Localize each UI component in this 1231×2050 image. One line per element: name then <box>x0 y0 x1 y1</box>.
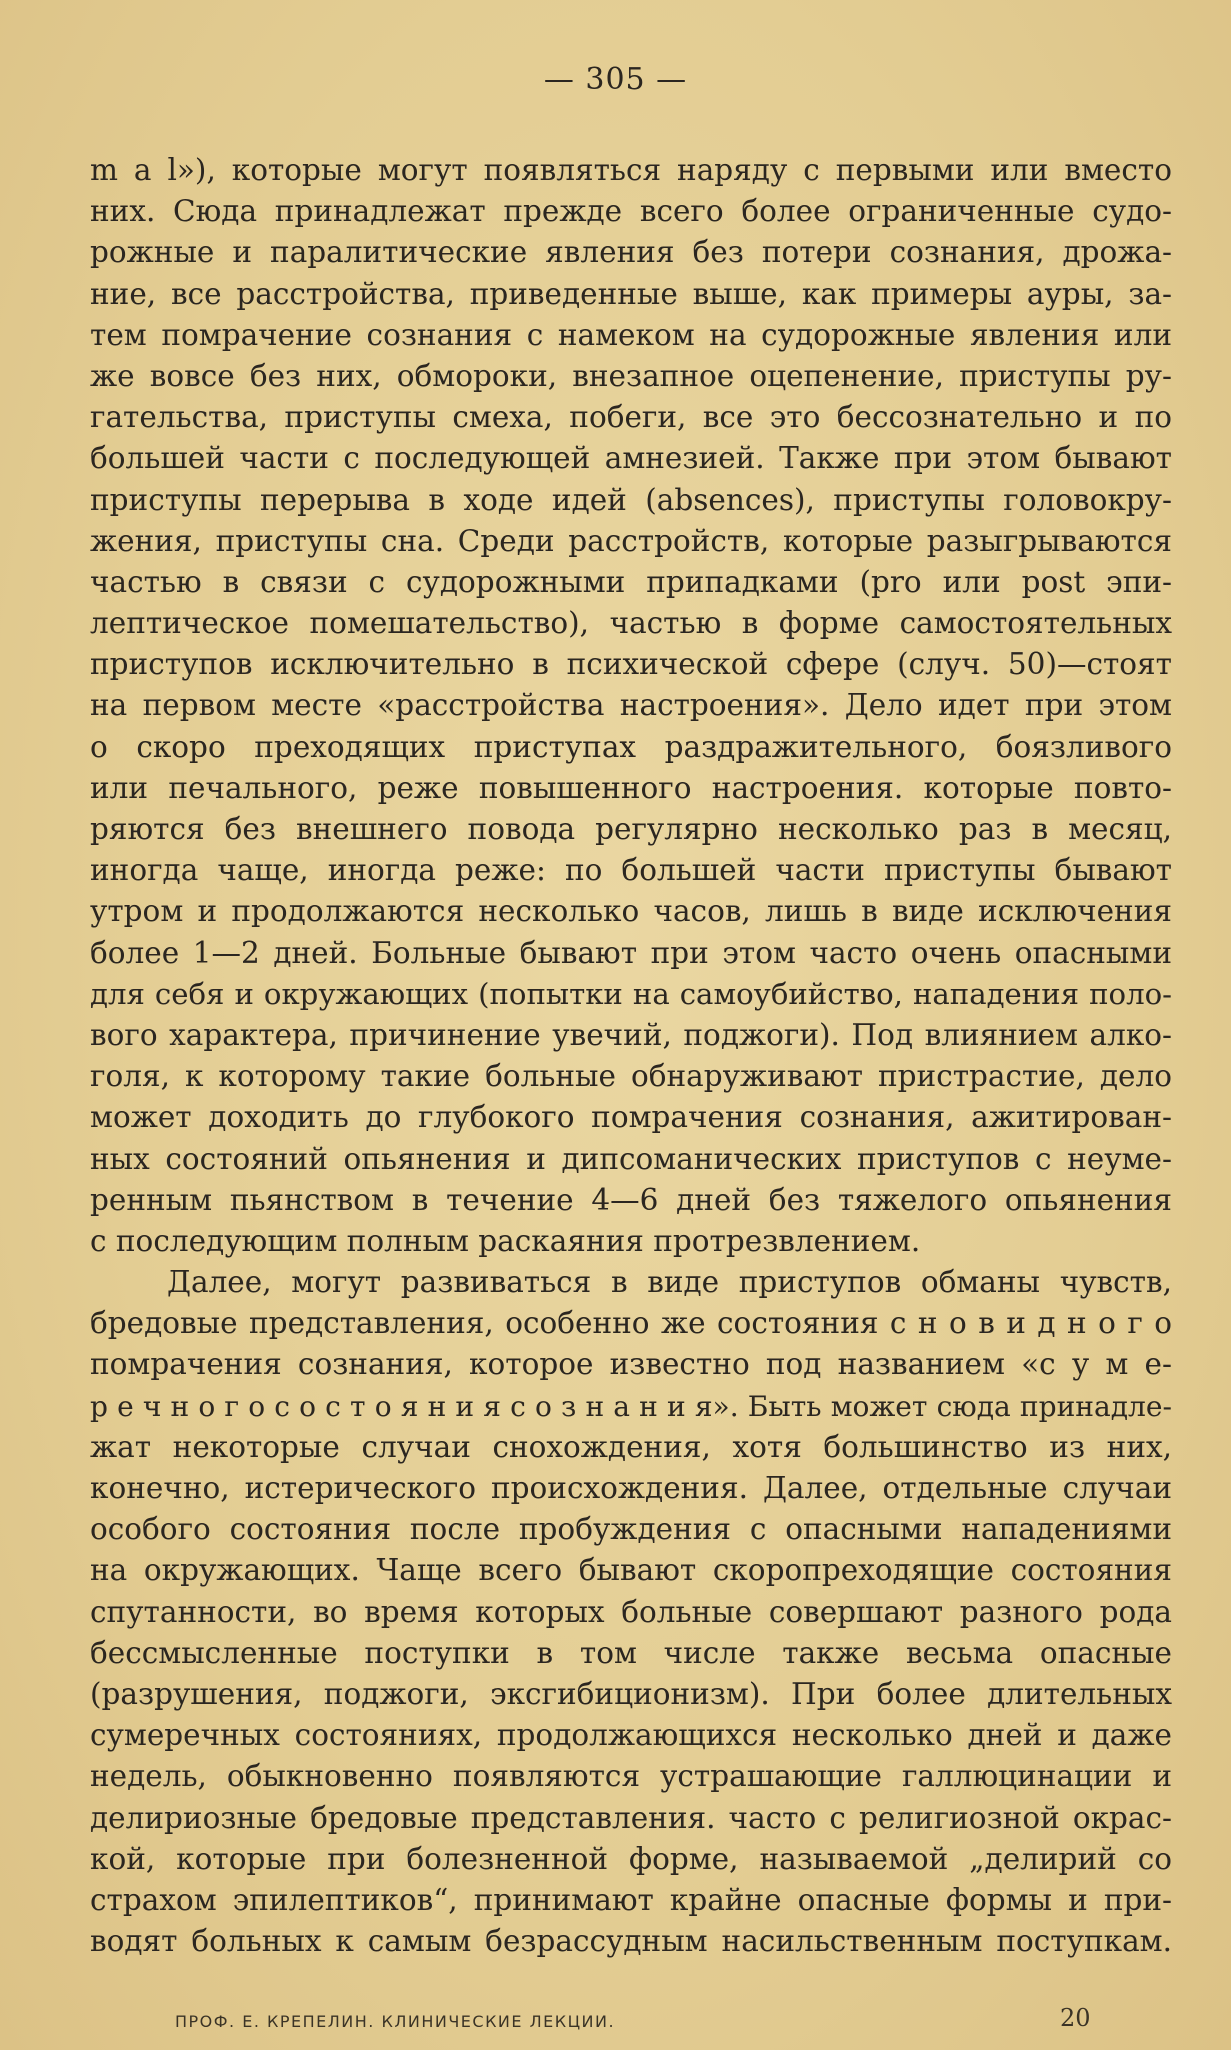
text-line: лептическое помешательство), частью в форме самостоятельных <box>90 606 1172 641</box>
text-line: жения, приступы сна. Среди расстройств, которые разыгрываются <box>90 523 1172 558</box>
text-line: жат некоторые случаи снохождения, хотя большинство из них, <box>90 1429 1172 1464</box>
text-line: о скоро преходящих приступах раздражительного, боязливого <box>90 729 1172 764</box>
text-line: m a l»), которые могут появляться наряду с первыми или вместо <box>90 153 1172 187</box>
text-line: делириозные бредовые представления. часто с религиозной окрас- <box>90 1800 1172 1835</box>
text-line: помрачения сознания, которое известно под названием «с у м е- <box>90 1347 1172 1382</box>
body-text <box>90 150 1172 1962</box>
paragraph-1 <box>90 150 1172 1262</box>
text-line: (разрушения, поджоги, эксгибиционизм). При более длительных <box>90 1676 1172 1711</box>
text-line: голя, к которому такие больные обнаруживают пристрастие, дело <box>90 1059 1172 1094</box>
text-line: Далее, могут развиваться в виде приступов обманы чувств, <box>167 1265 1172 1300</box>
text-line: или печального, реже повышенного настроения. которые повто- <box>90 770 1172 805</box>
text-line: приступы перерыва в ходе идей (absences), приступы головокру- <box>90 482 1172 517</box>
text-line: с последующим полным раскаяния протрезвлением. <box>90 1223 921 1258</box>
text-line: тем помрачение сознания с намеком на судорожные явления или <box>90 317 1172 352</box>
text-line: ние, все расстройства, приведенные выше, как примеры ауры, за- <box>90 276 1172 311</box>
text-line: недель, обыкновенно появляются устрашающие галлюцинации и <box>90 1759 1172 1794</box>
text-line: спутанности, во время которых больные совершают разного рода <box>90 1594 1172 1629</box>
text-line: них. Сюда принадлежат прежде всего более ограниченные судо- <box>90 194 1172 229</box>
text-line: ных состояний опьянения и дипсоманических приступов с неуме- <box>90 1141 1172 1176</box>
text-line: иногда чаще, иногда реже: по большей части приступы бывают <box>90 853 1172 888</box>
text-line: бессмысленные поступки в том числе также весьма опасные <box>90 1635 1172 1670</box>
text-line: конечно, истерического происхождения. Далее, отдельные случаи <box>90 1471 1172 1505</box>
page-number: — 305 — <box>543 62 688 97</box>
text-line: же вовсе без них, обмороки, внезапное оцепенение, приступы ру- <box>90 358 1172 393</box>
text-line: может доходить до глубокого помрачения сознания, ажитирован- <box>90 1100 1172 1135</box>
text-line: страхом эпилептиков“, принимают крайне опасные формы и при- <box>90 1882 1172 1917</box>
text-line: р е ч н о г о с о с т о я н и я с о з н а н и я». Быть может сюда принадле- <box>90 1389 1172 1423</box>
text-line: водят больных к самым безрассудным насильственным поступкам. <box>90 1924 1172 1959</box>
text-line: для себя и окружающих (попытки на самоубийство, нападения поло- <box>90 976 1172 1011</box>
text-line: на окружающих. Чаще всего бывают скоропреходящие состояния <box>90 1553 1172 1588</box>
text-line: вого характера, причинение увечий, поджоги). Под влиянием алко- <box>90 1017 1172 1052</box>
paragraph-2 <box>90 1262 1172 1962</box>
text-line: ряются без внешнего повода регулярно несколько раз в месяц, <box>90 812 1172 846</box>
text-line: сумеречных состояниях, продолжающихся несколько дней и даже <box>90 1718 1172 1753</box>
signature-mark: 20 <box>1060 2004 1091 2032</box>
text-line: на первом месте «расстройства настроения». Дело идет при этом <box>90 688 1172 723</box>
running-title: ПРОФ. Е. КРЕПЕЛИН. КЛИНИЧЕСКИЕ ЛЕКЦИИ. <box>175 2012 616 2031</box>
text-line: приступов исключительно в психической сфере (случ. 50)—стоят <box>90 647 1172 682</box>
text-line: более 1—2 дней. Больные бывают при этом часто очень опасными <box>90 935 1172 970</box>
text-line: гательства, приступы смеха, побеги, все это бессознательно и по <box>90 400 1172 435</box>
text-line: рожные и паралитические явления без потери сознания, дрожа- <box>90 235 1172 270</box>
text-line: большей части с последующей амнезией. Также при этом бывают <box>90 441 1172 476</box>
text-line: кой, которые при болезненной форме, называемой „делирий со <box>90 1841 1172 1876</box>
text-line: утром и продолжаются несколько часов, лишь в виде исключения <box>90 894 1172 929</box>
text-line: ренным пьянством в течение 4—6 дней без тяжелого опьянения <box>90 1182 1172 1217</box>
text-line: частью в связи с судорожными припадками (pro или post эпи- <box>90 564 1172 599</box>
text-line: особого состояния после пробуждения с опасными нападениями <box>90 1512 1172 1547</box>
text-line: бредовые представления, особенно же состояния с н о в и д н о г о <box>90 1306 1172 1341</box>
